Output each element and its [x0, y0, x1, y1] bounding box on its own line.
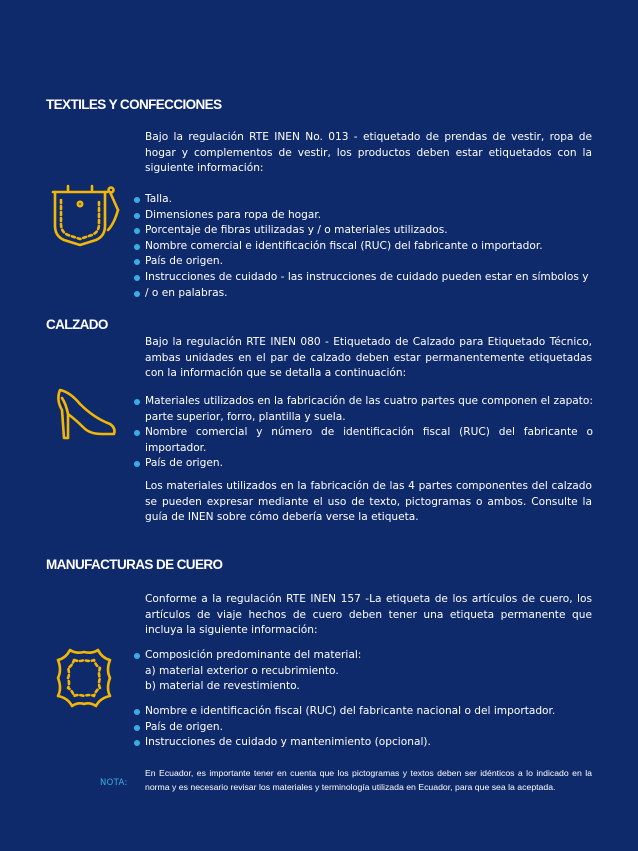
list-item: Nombre comercial e identificación fiscal (RUC) del fabricante o importador. — [133, 239, 593, 255]
section-title-textiles: TEXTILES Y CONFECCIONES — [46, 97, 222, 112]
calzado-intro: Bajo la regulación RTE INEN 080 - Etiquetado de Calzado para Etiquetado Técnico, ambas unidades en el par de calzado deben estar permanentemente etiquetadas con la información que se detalla a continuación: — [145, 336, 592, 380]
leather-hide-icon — [50, 644, 118, 712]
list-item: / o en palabras. — [133, 286, 593, 302]
list-item: País de origen. — [133, 456, 593, 472]
textiles-list — [133, 192, 593, 301]
list-item: Talla. — [133, 192, 593, 208]
high-heel-icon — [54, 384, 118, 442]
cuero-list-2 — [133, 704, 593, 751]
cuero-list-1 — [133, 648, 593, 695]
list-item: Dimensiones para ropa de hogar. — [133, 208, 593, 224]
list-item: Porcentaje de fibras utilizadas y / o materiales utilizados. — [133, 223, 593, 239]
pocket-sewing-icon — [50, 184, 120, 248]
section-title-cuero: MANUFACTURAS DE CUERO — [46, 557, 223, 572]
list-item: País de origen. — [133, 254, 593, 270]
calzado-closing: Los materiales utilizados en la fabricación de las 4 partes componentes del calzado se pueden expresar mediante el uso de texto, pictogramas o ambos. Consulte la guía de INEN sobre cómo debería verse la etiqueta. — [145, 480, 592, 524]
list-item: Nombre e identificación fiscal (RUC) del fabricante nacional o del importador. — [133, 704, 593, 720]
section-title-calzado: CALZADO — [46, 317, 108, 332]
list-item: Nombre comercial y número de identificación fiscal (RUC) del fabricante o importador. — [133, 425, 593, 456]
list-subitem: a) material exterior o recubrimiento. — [145, 664, 339, 677]
calzado-list — [133, 394, 593, 472]
list-subitem: b) material de revestimiento. — [145, 680, 300, 693]
list-item: Composición predominante del material: — [133, 648, 593, 664]
list-item: Instrucciones de cuidado y mantenimiento (opcional). — [133, 735, 593, 751]
note-label: NOTA: — [100, 778, 128, 788]
textiles-intro: Bajo la regulación RTE INEN No. 013 - etiquetado de prendas de vestir, ropa de hogar y complementos de vestir, los productos deben estar etiquetados con la siguiente información: — [145, 131, 592, 175]
note-text: En Ecuador, es importante tener en cuenta que los pictogramas y textos deben ser idénticos a lo indicado en la norma y es necesario revisar los materiales y terminología utilizada en Ecuador, para que sea la aceptada. — [145, 768, 592, 792]
cuero-intro: Conforme a la regulación RTE INEN 157 -La etiqueta de los artículos de cuero, los artículos de viaje hechos de cuero deben tener una etiqueta permanente que incluya la siguiente información: — [145, 593, 592, 637]
list-item: Instrucciones de cuidado - las instrucciones de cuidado pueden estar en símbolos y — [133, 270, 593, 286]
list-item: Materiales utilizados en la fabricación de las cuatro partes que componen el zapato: parte superior, forro, plantilla y suela. — [133, 394, 593, 425]
list-item: País de origen. — [133, 720, 593, 736]
